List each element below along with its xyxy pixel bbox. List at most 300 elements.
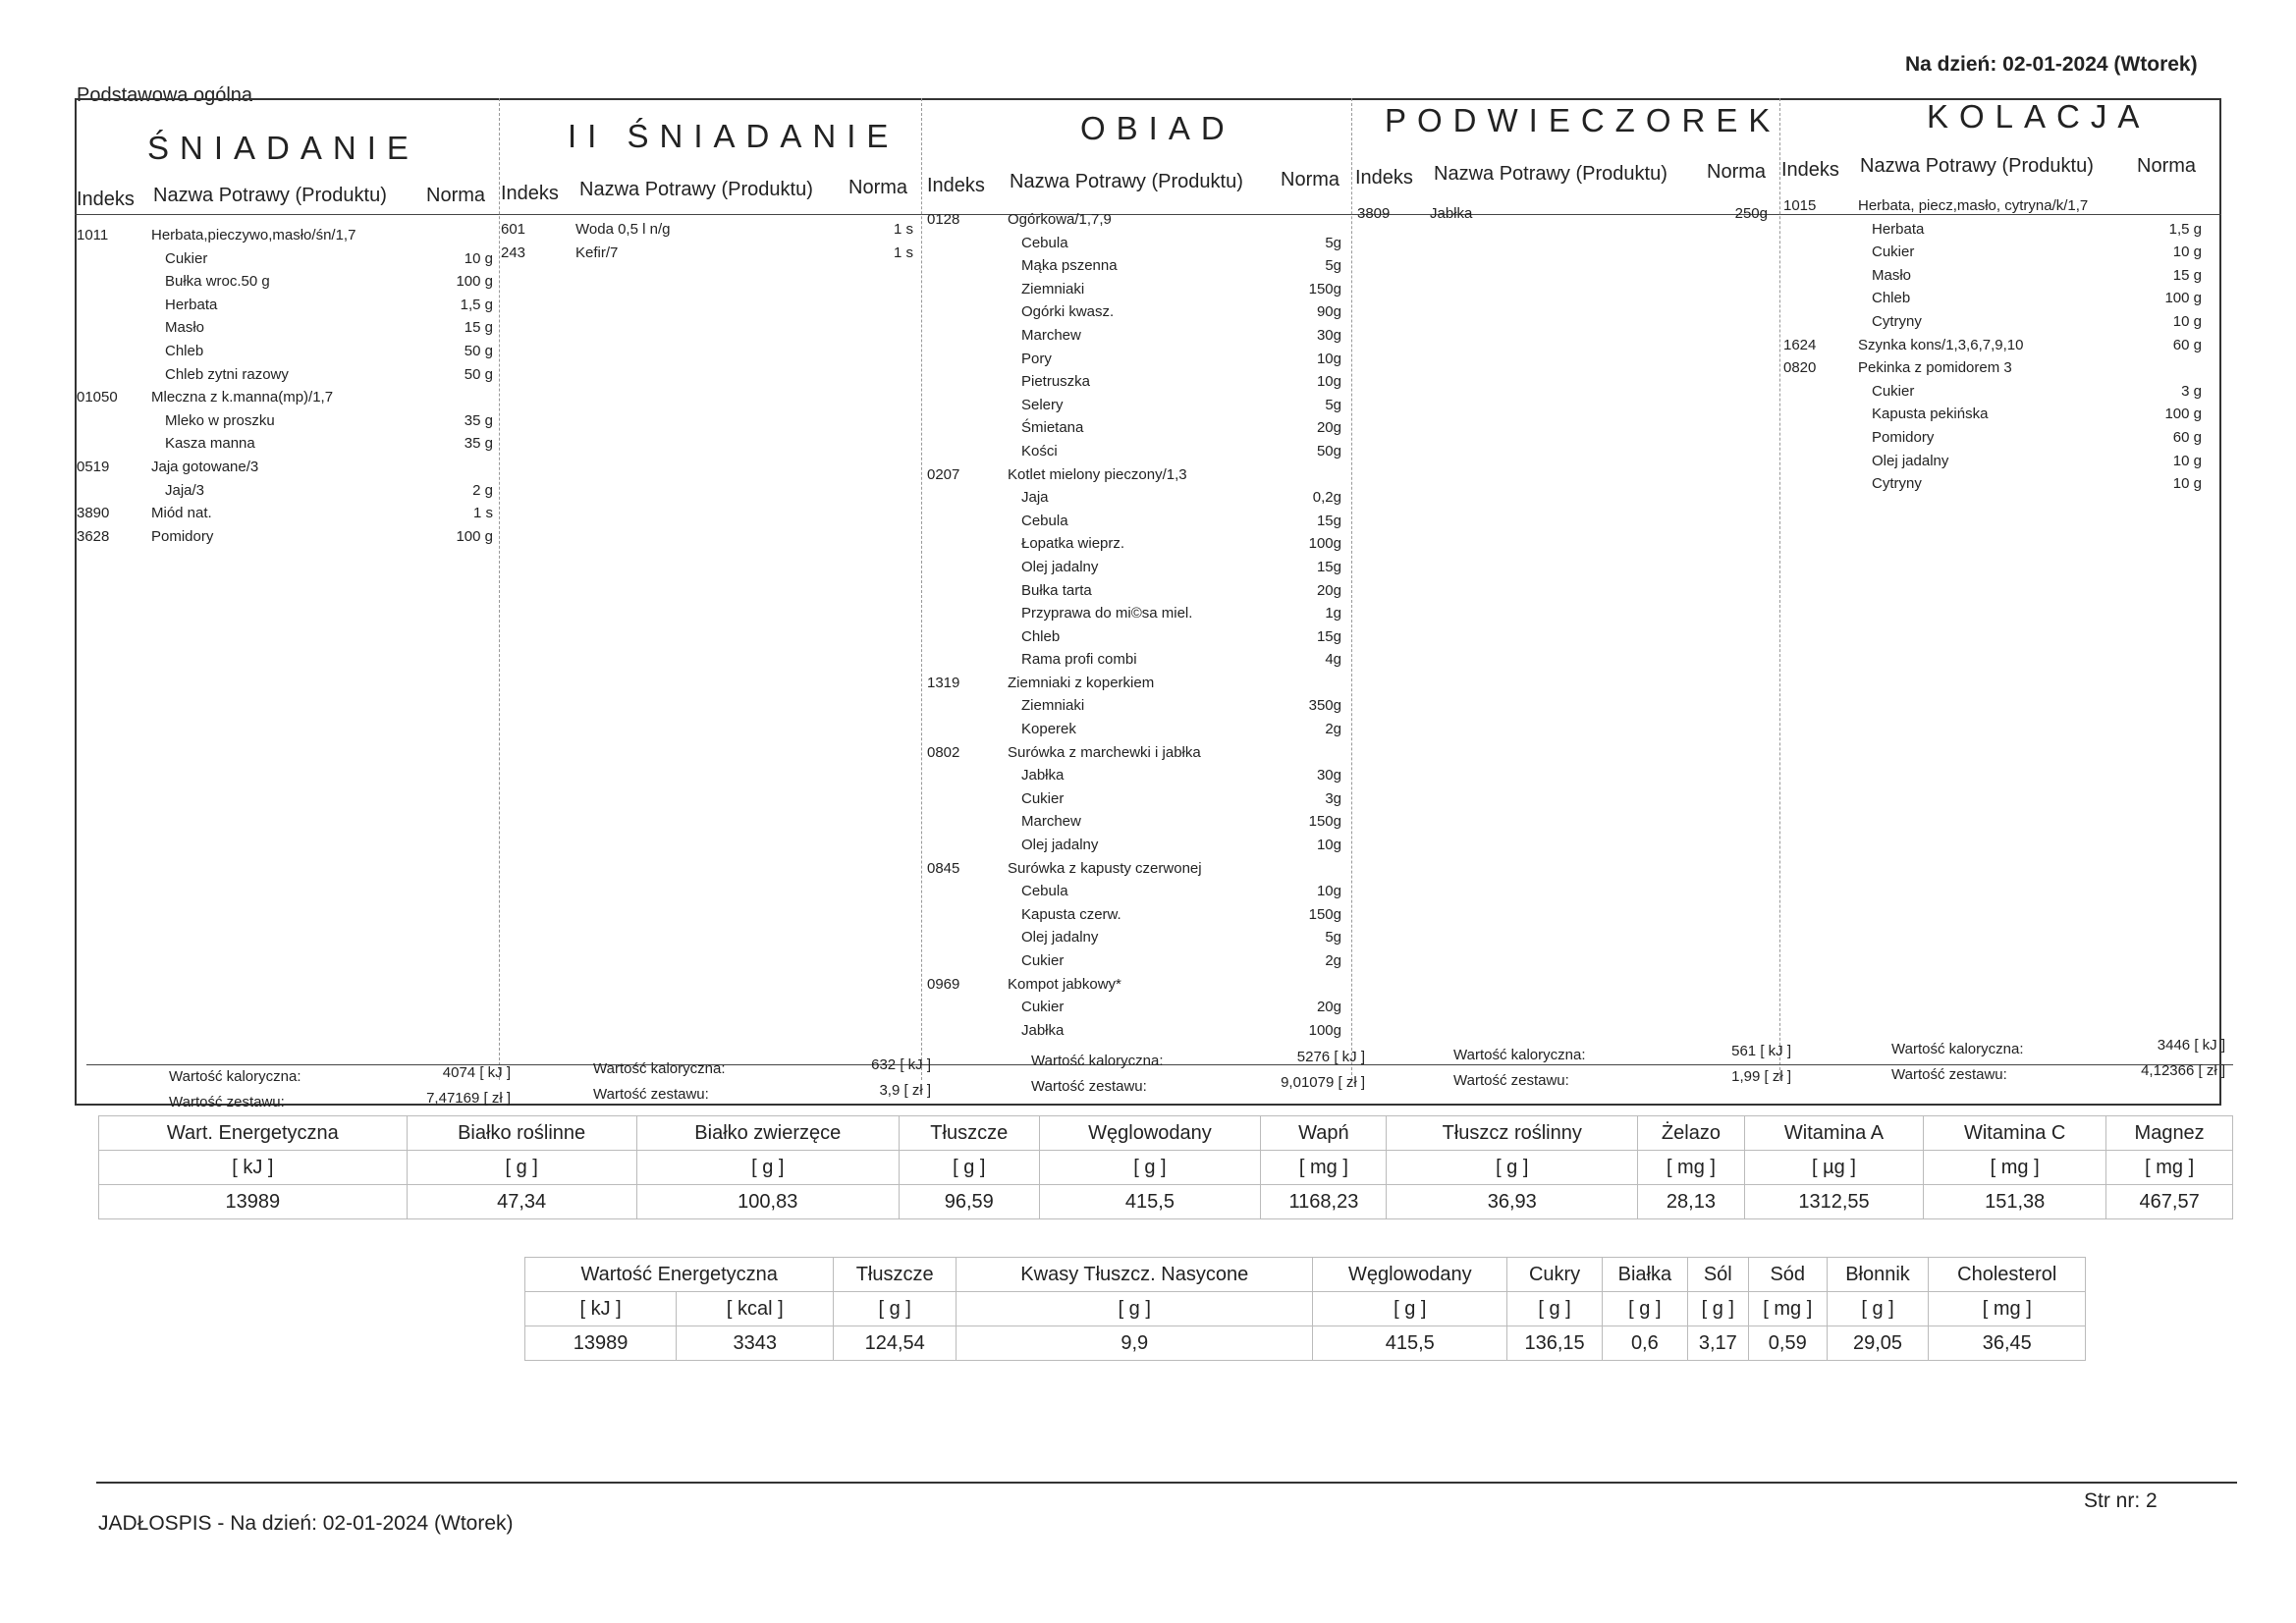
nutrient-value: 124,54 (834, 1326, 957, 1361)
item-index: 1319 (927, 674, 960, 691)
dish-row (927, 857, 1351, 881)
dish-name: Surówka z marchewki i jabłka (1008, 743, 1201, 761)
col-header-name: Nazwa Potrawy (Produktu) (153, 185, 387, 206)
item-amount: 350g (1308, 697, 1341, 715)
nutrient-label: Tłuszcze (834, 1258, 957, 1292)
ingredient-row (77, 270, 499, 294)
nutrient-unit: [ g ] (636, 1151, 899, 1185)
nutrition-labels-row (99, 1116, 2233, 1151)
item-amount: 50g (1316, 442, 1341, 460)
ingredient-name: Cukier (1021, 952, 1065, 969)
dish-name: Mleczna z k.manna(mp)/1,7 (151, 389, 334, 406)
ingredient-row (77, 247, 499, 271)
item-index: 1015 (1783, 197, 1817, 214)
item-amount: 35 g (464, 411, 493, 429)
footer-title: JADŁOSPIS - Na dzień: 02-01-2024 (Wtorek) (98, 1512, 514, 1535)
ingredient-name: Koperek (1021, 721, 1076, 738)
dish-name: Jabłka (1430, 205, 1473, 222)
ingredient-name: Marchew (1021, 326, 1081, 344)
nutrient-unit: [ g ] (834, 1292, 957, 1326)
ingredient-row (927, 254, 1351, 278)
energy-label: Wartość kaloryczna: (169, 1068, 301, 1085)
nutrient-label: Tłuszcze (900, 1116, 1040, 1151)
item-amount: 1 s (893, 221, 913, 238)
item-amount: 50 g (464, 342, 493, 359)
ingredient-name: Cytryny (1872, 475, 1922, 493)
dish-row (927, 208, 1351, 232)
item-amount: 10g (1316, 883, 1341, 900)
ingredient-row (927, 532, 1351, 556)
ingredient-row (927, 625, 1351, 649)
nutrient-value: 1168,23 (1261, 1185, 1387, 1219)
dish-row (927, 741, 1351, 765)
dish-row (927, 973, 1351, 997)
ingredient-name: Kasza manna (165, 435, 255, 453)
ingredient-name: Cukier (1021, 789, 1065, 807)
nutrient-value: 0,59 (1748, 1326, 1827, 1361)
nutrient-label: Wart. Energetyczna (99, 1116, 408, 1151)
item-amount: 10 g (2172, 475, 2202, 493)
item-amount: 10g (1316, 837, 1341, 854)
ingredient-row (927, 949, 1351, 973)
ingredient-name: Herbata (165, 296, 218, 313)
ingredient-name: Jaja/3 (165, 481, 205, 499)
item-amount: 1 s (472, 505, 493, 522)
dish-name: Kefir/7 (575, 243, 619, 261)
page-number: Str nr: 2 (2084, 1489, 2158, 1512)
item-amount: 5g (1325, 396, 1341, 413)
ingredient-row (77, 363, 499, 387)
energy-label: Wartość kaloryczna: (1031, 1053, 1164, 1069)
cost-value-kolacja: 4,12366 [ zł ] (2141, 1062, 2225, 1079)
ingredient-name: Pomidory (1872, 428, 1935, 446)
nutrient-label: Białka (1603, 1258, 1688, 1292)
nutrition2-units-row (525, 1292, 2086, 1326)
nutrient-value: 136,15 (1507, 1326, 1603, 1361)
energy-value-podwieczorek: 561 [ kJ ] (1731, 1043, 1791, 1059)
dish-row (1783, 334, 2206, 357)
ingredient-name: Ogórki kwasz. (1021, 303, 1115, 321)
ingredient-name: Chleb (1872, 290, 1911, 307)
nutrient-unit: [ mg ] (1261, 1151, 1387, 1185)
cost-label: Wartość zestawu: (593, 1086, 709, 1103)
item-amount: 15g (1316, 512, 1341, 529)
energy-label: Wartość kaloryczna: (1891, 1041, 2024, 1057)
nutrient-unit: [ mg ] (2106, 1151, 2233, 1185)
energy-value-sniadanie: 4074 [ kJ ] (442, 1064, 511, 1081)
ingredient-row (77, 409, 499, 433)
item-index: 0820 (1783, 359, 1817, 377)
item-amount: 2g (1325, 721, 1341, 738)
ingredient-name: Bułka tarta (1021, 581, 1092, 599)
energy-value-obiad: 5276 [ kJ ] (1296, 1049, 1365, 1065)
nutrient-value: 0,6 (1603, 1326, 1688, 1361)
item-amount: 1,5 g (2168, 220, 2202, 238)
ingredient-row (927, 834, 1351, 857)
ingredient-name: Olej jadalny (1872, 452, 1949, 469)
item-index: 0969 (927, 975, 960, 993)
ingredient-row (927, 278, 1351, 301)
nutrient-label: Cholesterol (1929, 1258, 2086, 1292)
meal-title-obiad: OBIAD (1080, 110, 1235, 146)
nutrient-unit: [ kcal ] (677, 1292, 834, 1326)
dish-name: Surówka z kapusty czerwonej (1008, 859, 1202, 877)
col-header-norm: Norma (1707, 161, 1767, 183)
item-amount: 100 g (456, 273, 493, 291)
item-index: 3628 (77, 527, 110, 545)
item-amount: 1 s (893, 243, 913, 261)
col-header-index: Indeks (77, 189, 135, 210)
item-amount: 3g (1325, 789, 1341, 807)
nutrient-value: 36,45 (1929, 1326, 2086, 1361)
ingredient-name: Herbata (1872, 220, 1925, 238)
item-amount: 100 g (2164, 406, 2202, 423)
ingredient-row (1783, 310, 2206, 334)
nutrient-label: Błonnik (1827, 1258, 1929, 1292)
ingredient-name: Olej jadalny (1021, 558, 1099, 575)
nutrient-label: Żelazo (1638, 1116, 1745, 1151)
item-amount: 10 g (2172, 243, 2202, 261)
ingredient-row (927, 348, 1351, 371)
ingredient-row (927, 510, 1351, 533)
item-amount: 35 g (464, 435, 493, 453)
item-index: 1011 (77, 227, 109, 243)
ingredient-name: Jaja (1021, 489, 1049, 507)
ingredient-name: Kości (1021, 442, 1058, 460)
column-divider (499, 98, 500, 1080)
item-amount: 150g (1308, 280, 1341, 298)
nutrient-unit: [ g ] (957, 1292, 1313, 1326)
ingredient-name: Cukier (1872, 243, 1915, 261)
ingredient-name: Olej jadalny (1021, 837, 1099, 854)
item-amount: 10 g (464, 249, 493, 267)
item-amount: 30g (1316, 326, 1341, 344)
ingredient-name: Olej jadalny (1021, 929, 1099, 947)
nutrient-value: 467,57 (2106, 1185, 2233, 1219)
ingredient-row (927, 370, 1351, 394)
item-amount: 15g (1316, 558, 1341, 575)
ingredient-name: Mleko w proszku (165, 411, 275, 429)
item-index: 0207 (927, 465, 960, 483)
col-header-norm: Norma (426, 185, 486, 206)
ingredient-row (927, 926, 1351, 949)
item-amount: 5g (1325, 929, 1341, 947)
item-index: 3809 (1357, 205, 1391, 222)
dish-name: Jaja gotowane/3 (151, 458, 259, 475)
ingredient-name: Kapusta pekińska (1872, 406, 1989, 423)
dish-name: Szynka kons/1,3,6,7,9,10 (1858, 336, 2024, 353)
ingredient-row (77, 294, 499, 317)
item-index: 243 (501, 243, 526, 261)
nutrient-unit: [ mg ] (1638, 1151, 1745, 1185)
item-amount: 15 g (464, 319, 493, 337)
item-amount: 20g (1316, 419, 1341, 437)
nutrient-value: 415,5 (1313, 1326, 1507, 1361)
ingredient-name: Ziemniaki (1021, 697, 1085, 715)
column-divider (1779, 98, 1780, 1080)
cost-value-ii-sniadanie: 3,9 [ zł ] (879, 1082, 931, 1099)
item-index: 0128 (927, 211, 960, 228)
item-amount: 100g (1308, 535, 1341, 553)
ingredient-name: Rama profi combi (1021, 651, 1137, 669)
ingredient-name: Cebula (1021, 234, 1068, 251)
item-amount: 250g (1734, 205, 1768, 222)
ingredient-name: Chleb zytni razowy (165, 365, 289, 383)
cost-value-podwieczorek: 1,99 [ zł ] (1731, 1068, 1791, 1085)
ingredient-name: Cebula (1021, 512, 1068, 529)
meal-items-ii-sniadanie (501, 218, 921, 264)
ingredient-row (1783, 403, 2206, 426)
item-amount: 5g (1325, 257, 1341, 275)
nutrient-label: Białko roślinne (407, 1116, 636, 1151)
dish-name: Ziemniaki z koperkiem (1008, 674, 1155, 691)
column-divider (921, 98, 922, 1080)
ingredient-row (927, 810, 1351, 834)
nutrient-label: Sól (1687, 1258, 1748, 1292)
ingredient-name: Cytryny (1872, 312, 1922, 330)
ingredient-name: Łopatka wieprz. (1021, 535, 1125, 553)
ingredient-name: Mąka pszenna (1021, 257, 1118, 275)
ingredient-name: Cukier (1021, 999, 1065, 1016)
nutrient-value: 100,83 (636, 1185, 899, 1219)
dish-row (501, 242, 921, 265)
item-index: 01050 (77, 389, 118, 406)
nutrient-value: 29,05 (1827, 1326, 1929, 1361)
ingredient-row (927, 694, 1351, 718)
item-amount: 100g (1308, 1021, 1341, 1039)
ingredient-name: Jabłka (1021, 767, 1065, 784)
nutrient-value: 151,38 (1924, 1185, 2106, 1219)
nutrient-unit: [ mg ] (1929, 1292, 2086, 1326)
nutrient-unit: [ g ] (407, 1151, 636, 1185)
meal-title-ii-sniadanie: II ŚNIADANIE (568, 118, 900, 154)
nutrient-unit: [ g ] (1387, 1151, 1638, 1185)
nutrient-value: 3343 (677, 1326, 834, 1361)
nutrient-value: 36,93 (1387, 1185, 1638, 1219)
dish-name: Pekinka z pomidorem 3 (1858, 359, 2012, 377)
meal-title-sniadanie: ŚNIADANIE (147, 130, 419, 166)
dish-row (1783, 194, 2206, 218)
dish-name: Pomidory (151, 527, 214, 545)
item-index: 0802 (927, 743, 960, 761)
item-index: 601 (501, 221, 526, 238)
item-amount: 50 g (464, 365, 493, 383)
nutrient-unit: [ g ] (1507, 1292, 1603, 1326)
ingredient-name: Śmietana (1021, 419, 1084, 437)
dish-row (1783, 356, 2206, 380)
item-amount: 4g (1325, 651, 1341, 669)
ingredient-name: Pietruszka (1021, 373, 1091, 391)
ingredient-name: Masło (1872, 266, 1912, 284)
nutrient-value: 96,59 (900, 1185, 1040, 1219)
dish-row (77, 502, 499, 525)
cost-label: Wartość zestawu: (1031, 1078, 1147, 1095)
dish-name: Herbata,pieczywo,masło/śn/1,7 (151, 227, 356, 243)
nutrient-label: Wapń (1261, 1116, 1387, 1151)
item-amount: 5g (1325, 234, 1341, 251)
ingredient-row (1783, 380, 2206, 404)
col-header-index: Indeks (501, 183, 559, 204)
nutrient-unit: [ mg ] (1924, 1151, 2106, 1185)
ingredient-name: Cukier (165, 249, 208, 267)
item-amount: 20g (1316, 581, 1341, 599)
nutrient-label: Witamina A (1744, 1116, 1923, 1151)
ingredient-row (927, 394, 1351, 417)
ingredient-row (1783, 241, 2206, 264)
item-amount: 10 g (2172, 452, 2202, 469)
item-amount: 30g (1316, 767, 1341, 784)
ingredient-name: Cebula (1021, 883, 1068, 900)
dish-row (77, 456, 499, 479)
ingredient-name: Marchew (1021, 813, 1081, 831)
ingredient-row (1783, 472, 2206, 496)
ingredient-row (927, 486, 1351, 510)
item-amount: 0,2g (1312, 489, 1341, 507)
nutrient-label: Węglowodany (1313, 1258, 1507, 1292)
nutrient-label: Wartość Energetyczna (525, 1258, 834, 1292)
ingredient-row (77, 432, 499, 456)
nutrient-label: Magnez (2106, 1116, 2233, 1151)
ingredient-name: Pory (1021, 350, 1052, 367)
nutrient-unit: [ mg ] (1748, 1292, 1827, 1326)
page-date: Na dzień: 02-01-2024 (Wtorek) (1905, 53, 2198, 76)
energy-value-kolacja: 3446 [ kJ ] (2157, 1037, 2225, 1054)
nutrient-value: 13989 (525, 1326, 677, 1361)
nutrition-summary-table (98, 1115, 2233, 1219)
ingredient-row (927, 324, 1351, 348)
nutrient-value: 28,13 (1638, 1185, 1745, 1219)
cost-label: Wartość zestawu: (1891, 1066, 2007, 1083)
nutrient-unit: [ g ] (1313, 1292, 1507, 1326)
cost-value-obiad: 9,01079 [ zł ] (1281, 1074, 1365, 1091)
nutrient-unit: [ g ] (900, 1151, 1040, 1185)
nutrient-value: 3,17 (1687, 1326, 1748, 1361)
item-index: 1624 (1783, 336, 1817, 353)
ingredient-name: Selery (1021, 396, 1064, 413)
ingredient-row (927, 880, 1351, 903)
ingredient-row (927, 718, 1351, 741)
item-amount: 1,5 g (460, 296, 493, 313)
ingredient-row (927, 1019, 1351, 1043)
dish-name: Ogórkowa/1,7,9 (1008, 211, 1112, 228)
item-index: 0845 (927, 859, 960, 877)
item-amount: 20g (1316, 999, 1341, 1016)
nutrition2-labels-row (525, 1258, 2086, 1292)
ingredient-name: Masło (165, 319, 205, 337)
ingredient-name: Ziemniaki (1021, 280, 1085, 298)
item-index: 0519 (77, 458, 110, 475)
dish-name: Kotlet mielony pieczony/1,3 (1008, 465, 1187, 483)
dish-row (77, 386, 499, 409)
cost-label: Wartość zestawu: (169, 1094, 285, 1110)
nutrient-unit: [ g ] (1603, 1292, 1688, 1326)
item-amount: 100 g (456, 527, 493, 545)
item-amount: 3 g (2181, 382, 2202, 400)
col-header-norm: Norma (2137, 155, 2197, 177)
col-header-name: Nazwa Potrawy (Produktu) (1010, 171, 1243, 192)
nutrient-unit: [ µg ] (1744, 1151, 1923, 1185)
ingredient-name: Chleb (1021, 627, 1061, 645)
ingredient-row (927, 232, 1351, 255)
col-header-index: Indeks (1781, 159, 1839, 181)
meal-items-kolacja (1783, 194, 2206, 496)
footer-divider (96, 1482, 2237, 1484)
nutrient-value: 9,9 (957, 1326, 1313, 1361)
col-header-name: Nazwa Potrawy (Produktu) (1860, 155, 2094, 177)
energy-label: Wartość kaloryczna: (593, 1060, 726, 1077)
item-amount: 60 g (2172, 428, 2202, 446)
ingredient-row (927, 300, 1351, 324)
item-amount: 2 g (472, 481, 493, 499)
ingredient-row (927, 416, 1351, 440)
dish-row (927, 672, 1351, 695)
nutrition-values-row (99, 1185, 2233, 1219)
col-header-name: Nazwa Potrawy (Produktu) (1434, 163, 1667, 185)
item-amount: 10 g (2172, 312, 2202, 330)
ingredient-row (927, 602, 1351, 625)
dish-name: Woda 0,5 l n/g (575, 221, 671, 238)
ingredient-row (927, 556, 1351, 579)
item-amount: 2g (1325, 952, 1341, 969)
col-header-norm: Norma (1281, 169, 1340, 190)
ingredient-row (927, 440, 1351, 463)
ingredient-row (927, 787, 1351, 811)
nutrient-unit: [ g ] (1827, 1292, 1929, 1326)
nutrient-value: 1312,55 (1744, 1185, 1923, 1219)
nutrient-value: 13989 (99, 1185, 408, 1219)
column-divider (1351, 98, 1352, 1080)
ingredient-row (927, 996, 1351, 1019)
dish-row (927, 463, 1351, 487)
nutrient-unit: [ kJ ] (99, 1151, 408, 1185)
item-amount: 1g (1325, 605, 1341, 622)
ingredient-row (927, 579, 1351, 603)
item-index: 3890 (77, 505, 110, 522)
ingredient-row (77, 479, 499, 503)
dish-row (501, 218, 921, 242)
item-amount: 150g (1308, 813, 1341, 831)
nutrient-unit: [ g ] (1687, 1292, 1748, 1326)
dish-row (77, 525, 499, 549)
ingredient-row (927, 903, 1351, 927)
nutrient-value: 415,5 (1039, 1185, 1261, 1219)
ingredient-name: Cukier (1872, 382, 1915, 400)
ingredient-row (1783, 218, 2206, 242)
energy-value-ii-sniadanie: 632 [ kJ ] (871, 1056, 931, 1073)
item-amount: 10g (1316, 373, 1341, 391)
energy-label: Wartość kaloryczna: (1453, 1047, 1586, 1063)
col-header-index: Indeks (927, 175, 985, 196)
cost-label: Wartość zestawu: (1453, 1072, 1569, 1089)
meal-title-kolacja: KOLACJA (1927, 98, 2151, 135)
nutrient-unit: [ kJ ] (525, 1292, 677, 1326)
ingredient-row (927, 648, 1351, 672)
dish-name: Herbata, piecz,masło, cytryna/k/1,7 (1858, 197, 2089, 214)
nutrient-value: 47,34 (407, 1185, 636, 1219)
meal-items-obiad (927, 208, 1351, 1042)
ingredient-row (1783, 264, 2206, 288)
col-header-norm: Norma (848, 177, 908, 198)
nutrient-label: Sód (1748, 1258, 1827, 1292)
item-amount: 15 g (2172, 266, 2202, 284)
ingredient-name: Kapusta czerw. (1021, 905, 1121, 923)
ingredient-name: Chleb (165, 342, 204, 359)
item-amount: 60 g (2172, 336, 2202, 353)
dish-row (1357, 202, 1779, 226)
meal-items-sniadanie (77, 224, 499, 548)
ingredient-row (77, 316, 499, 340)
ingredient-row (1783, 287, 2206, 310)
